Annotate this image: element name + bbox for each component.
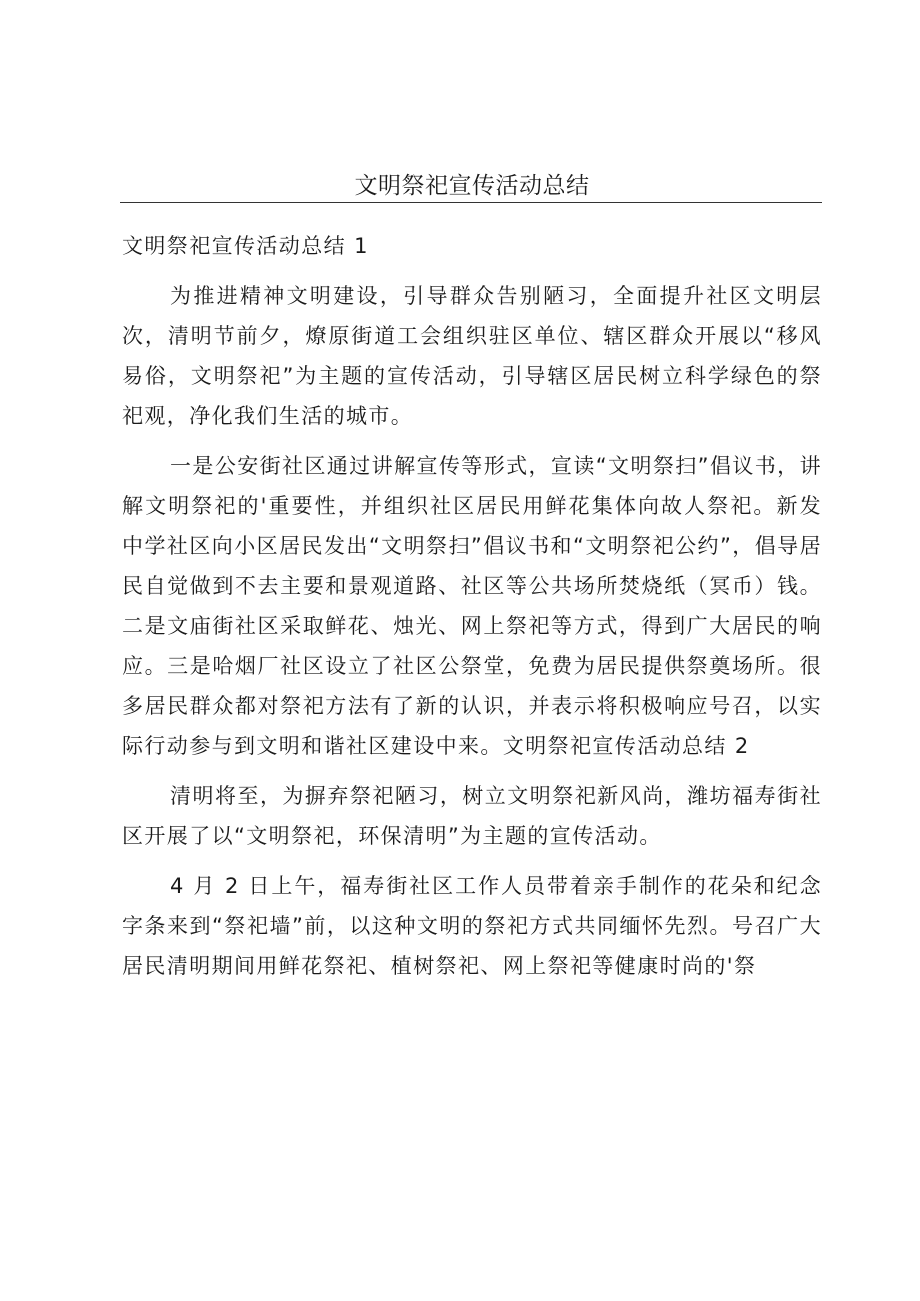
document-body [122, 226, 822, 996]
paragraph-qingming: 清明将至，为摒弃祭祀陋习，树立文明祭祀新风尚，潍坊福寿街社区开展了以“文明祭祀，环保清明”为主题的宣传活动。 [122, 784, 822, 848]
title-divider [120, 202, 822, 203]
paragraph-april-2: 4 月 2 日上午，福寿街社区工作人员带着亲手制作的花朵和纪念字条来到“祭祀墙”前，以这种文明的祭祀方式共同缅怀先烈。号召广大居民清明期间用鲜花祭祀、植树祭祀、网上祭祀等健康时尚的'祭 [122, 874, 822, 978]
paragraph-activities: 一是公安街社区通过讲解宣传等形式，宣读“文明祭扫”倡议书，讲解文明祭祀的'重要性，并组织社区居民用鲜花集体向故人祭祀。新发中学社区向小区居民发出“文明祭扫”倡议书和“文明祭祀公约”，倡导居民自觉做到不去主要和景观道路、社区等公共场所焚烧纸（冥币）钱。二是文庙街社区采取鲜花、烛光、网上祭祀等方式，得到广大居民的响应。三是哈烟厂社区设立了社区公祭堂，免费为居民提供祭奠场所。很多居民群众都对祭祀方法有了新的认识，并表示将积极响应号召，以实际行动参与到文明和谐社区建设中来。文明祭祀宣传活动总结 2 [122, 454, 822, 758]
paragraph-intro: 为推进精神文明建设，引导群众告别陋习，全面提升社区文明层次，清明节前夕，燎原街道工会组织驻区单位、辖区群众开展以“移风易俗，文明祭祀”为主题的宣传活动，引导辖区居民树立科学绿色的祭祀观，净化我们生活的城市。 [122, 284, 822, 428]
section-heading-1: 文明祭祀宣传活动总结 1 [122, 234, 369, 258]
document-title: 文明祭祀宣传活动总结 [354, 173, 590, 199]
